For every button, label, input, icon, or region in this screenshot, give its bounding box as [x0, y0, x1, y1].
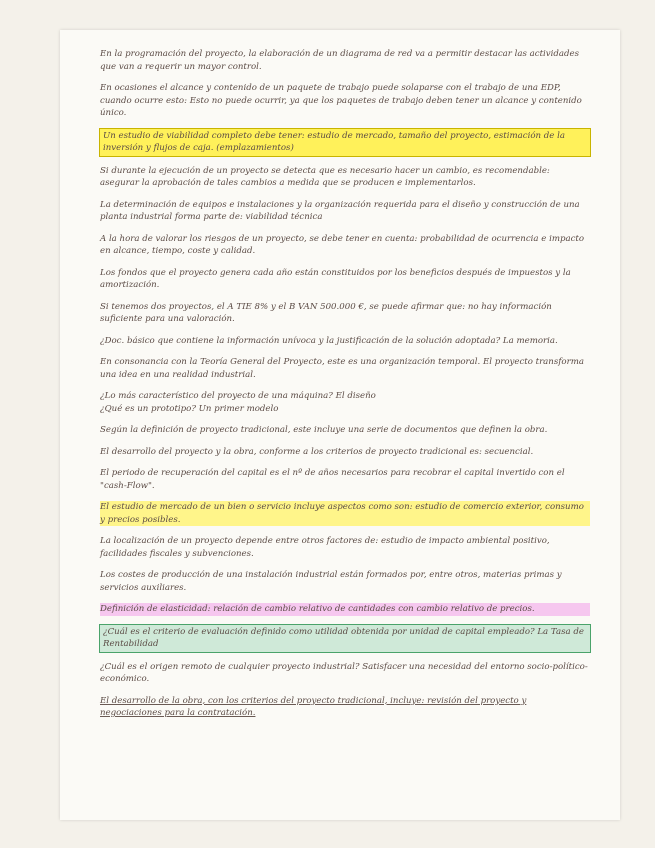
note-text: El desarrollo del proyecto y la obra, conforme a los criterios de proyecto tradicional es: secuencial.	[100, 446, 534, 457]
note-1	[100, 48, 590, 73]
note-text: A la hora de valorar los riesgos de un proyecto, se debe tener en cuenta: probabilidad de ocurrencia e impacto en alcance, tiempo, coste y calidad.	[100, 233, 585, 256]
note-text-highlighted: Definición de elasticidad: relación de cambio relativo de cantidades con cambio relativo de precios.	[100, 603, 590, 616]
note-5	[100, 199, 590, 224]
note-12	[100, 424, 590, 437]
note-text: El desarrollo de la obra, con los criterios del proyecto tradicional, incluye: revisión del proyecto y negociaciones para la contratación.	[100, 695, 527, 718]
note-text: Según la definición de proyecto tradicional, este incluye una serie de documentos que definen la obra.	[100, 425, 548, 435]
note-18	[100, 603, 590, 616]
note-6	[100, 233, 590, 258]
note-4	[100, 165, 590, 190]
note-text: Si tenemos dos proyectos, el A TIE 8% y el B VAN 500.000 €, se puede afirmar que: no hay información suficiente para una valoración.	[100, 301, 552, 324]
note-text: El estudio de mercado de un bien o servicio incluye aspectos como son: estudio de comercio exterior, consumo y precios posibles.	[100, 501, 590, 526]
note-text: ¿Cuál es el origen remoto de cualquier proyecto industrial? Satisfacer una necesidad del entorno socio-político-económico.	[100, 661, 588, 684]
note-text-highlighted: ¿Cuál es el criterio de evaluación definido como utilidad obtenida por unidad de capital empleado? La Tasa de Rentabilidad	[100, 625, 590, 652]
note-text: En consonancia con la Teoría General del Proyecto, este es una organización temporal. El proyecto transforma una idea en una realidad industrial.	[100, 357, 584, 380]
note-text: Si durante la ejecución de un proyecto se detecta que es necesario hacer un cambio, es recomendable: asegurar la aprobación de tales cambios a medida que se producen e implementarlos.	[100, 165, 550, 188]
note-text: ¿Lo más característico del proyecto de una máquina? El diseño	[100, 391, 376, 401]
note-text: Los fondos que el proyecto genera cada año están constituidos por los beneficios después de impuestos y la amortización.	[100, 267, 571, 290]
note-9	[100, 335, 590, 348]
handwritten-notes	[100, 48, 590, 729]
note-11	[100, 390, 590, 415]
note-text: ¿Doc. básico que contiene la información unívoca y la justificación de la solución adoptada? La memoria.	[100, 335, 558, 346]
note-8	[100, 301, 590, 326]
note-3	[100, 129, 590, 156]
note-17	[100, 569, 590, 594]
note-text: Los costes de producción de una instalación industrial están formados por, entre otros, materias primas y servicios auxiliares.	[100, 570, 562, 593]
note-15	[100, 501, 590, 526]
note-13	[100, 446, 590, 459]
note-text: En ocasiones el alcance y contenido de un paquete de trabajo puede solaparse con el trabajo de una EDP, cuando ocurre esto: Esto no puede ocurrir, ya que los paquetes de trabajo deben tener un alcance y contenido único.	[100, 83, 582, 118]
note-text: La determinación de equipos e instalaciones y la organización requerida para el diseño y construcción de una planta industrial forma parte de: viabilidad técnica	[100, 199, 580, 222]
note-text: ¿Qué es un prototipo? Un primer modelo	[100, 403, 279, 414]
note-19	[100, 625, 590, 652]
note-10	[100, 356, 590, 381]
note-text: El periodo de recuperación del capital es el nº de años necesarios para recobrar el capital invertido con el "cash-Flow".	[100, 468, 565, 491]
note-21	[100, 695, 590, 720]
note-2	[100, 82, 590, 120]
note-14	[100, 467, 590, 492]
note-text: La localización de un proyecto depende entre otros factores de: estudio de impacto ambiental positivo, facilidades fiscales y subvenciones.	[100, 536, 550, 559]
note-text: En la programación del proyecto, la elaboración de un diagrama de red va a permitir destacar las actividades que van a requerir un mayor control.	[100, 49, 580, 72]
note-7	[100, 267, 590, 292]
note-text-highlighted: Un estudio de viabilidad completo debe tener: estudio de mercado, tamaño del proyecto, estimación de la inversión y flujos de caja. (emplazamientos)	[100, 129, 590, 156]
note-16	[100, 535, 590, 560]
note-20	[100, 661, 590, 686]
notebook-page	[60, 30, 620, 820]
